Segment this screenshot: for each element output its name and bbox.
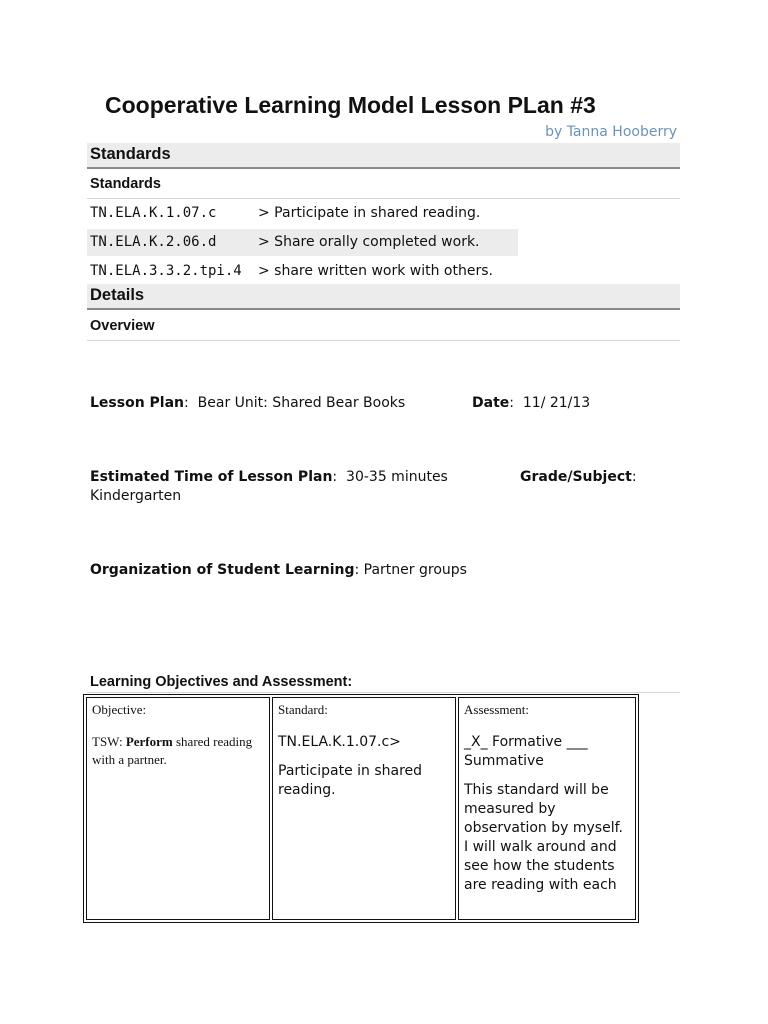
standards-subheader — [87, 171, 680, 199]
details-section-header — [87, 284, 680, 310]
estimated-time-label: Estimated Time of Lesson Plan — [90, 469, 333, 485]
estimated-time-line: Estimated Time of Lesson Plan: 30-35 minutes — [90, 469, 448, 485]
date-line: Date: 11/ 21/13 — [472, 395, 591, 411]
objective-cell — [86, 697, 270, 920]
organization-line: Organization of Student Learning: Partner groups — [90, 562, 467, 578]
assessment-cell — [458, 697, 636, 920]
standard-description: > Share orally completed work. — [258, 234, 480, 250]
standard-code-text: TN.ELA.K.1.07.c> — [278, 734, 401, 750]
grade-subject-line: Grade/Subject: — [520, 469, 637, 485]
objective-text: TSW: Perform shared reading with a partner. — [92, 734, 253, 767]
standard-row — [87, 229, 518, 256]
date-label: Date — [472, 395, 510, 411]
standard-code: TN.ELA.K.1.07.c — [90, 205, 217, 221]
standards-section-title: Standards — [90, 145, 171, 163]
assessment-description: This standard will be measured by observation by myself. I will walk around and see how the students are reading with each — [464, 782, 623, 893]
overview-label: Overview — [90, 318, 155, 334]
standard-description: > Participate in shared reading. — [258, 205, 481, 221]
standard-header: Standard: — [278, 702, 328, 717]
assessment-header: Assessment: — [464, 702, 529, 717]
lesson-plan-value: Bear Unit: Shared Bear Books — [197, 395, 406, 411]
assessment-type: _X_ Formative ___ Summative — [464, 734, 588, 769]
date-value: 11/ 21/13 — [522, 395, 591, 411]
overview-subheader — [87, 313, 680, 341]
author-byline: by Tanna Hooberry — [545, 124, 677, 140]
standard-desc-text: Participate in shared reading. — [278, 763, 423, 798]
lesson-plan-label: Lesson Plan — [90, 395, 185, 411]
standards-subheader-label: Standards — [90, 176, 161, 192]
organization-label: Organization of Student Learning — [90, 562, 355, 578]
details-section-title: Details — [90, 286, 145, 304]
objectives-heading-label: Learning Objectives and Assessment: — [90, 674, 353, 690]
organization-value: Partner groups — [363, 562, 467, 578]
standards-section-header — [87, 143, 680, 169]
estimated-time-value: 30-35 minutes — [346, 469, 448, 485]
grade-subject-label: Grade/Subject — [520, 469, 632, 485]
grade-subject-value: Kindergarten — [90, 488, 182, 504]
standard-code: TN.ELA.3.3.2.tpi.4 — [90, 263, 242, 279]
standard-code: TN.ELA.K.2.06.d — [90, 234, 217, 250]
objectives-table — [83, 694, 639, 923]
document-title: Cooperative Learning Model Lesson PLan #3 — [105, 92, 596, 118]
standard-row — [87, 258, 518, 285]
objectives-heading — [87, 672, 680, 693]
standard-cell — [272, 697, 456, 920]
standard-description: > share written work with others. — [258, 263, 493, 279]
objective-header: Objective: — [92, 702, 147, 717]
table-row — [86, 697, 636, 920]
standard-row — [87, 200, 518, 227]
lesson-plan-line: Lesson Plan: Bear Unit: Shared Bear Books — [90, 395, 406, 411]
